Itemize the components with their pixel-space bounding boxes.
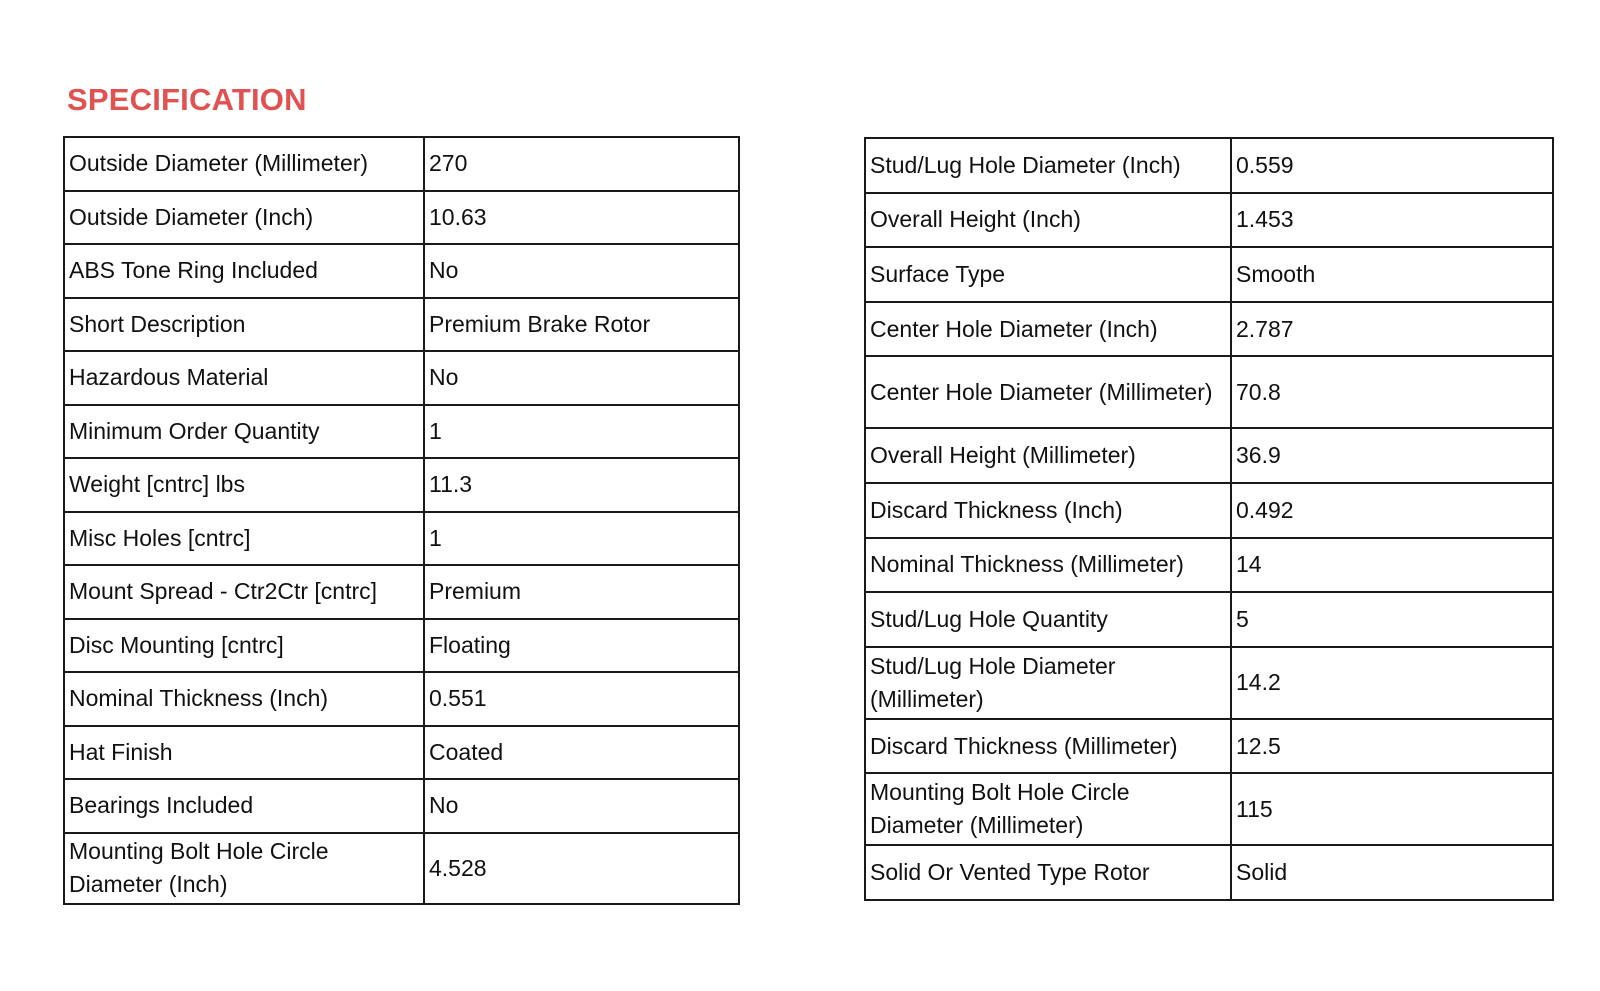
spec-value: 1 <box>424 405 739 459</box>
spec-label: Bearings Included <box>64 779 424 833</box>
spec-label: Mount Spread - Ctr2Ctr [cntrc] <box>64 565 424 619</box>
table-row <box>865 647 1553 719</box>
spec-label: Mounting Bolt Hole Circle Diameter (Inch) <box>64 833 424 904</box>
spec-value: 14 <box>1231 538 1553 593</box>
table-row <box>64 565 739 619</box>
table-row <box>865 483 1553 538</box>
spec-value: No <box>424 779 739 833</box>
table-row <box>865 302 1553 357</box>
spec-label: Overall Height (Inch) <box>865 193 1231 248</box>
table-row <box>865 247 1553 302</box>
spec-label: Discard Thickness (Inch) <box>865 483 1231 538</box>
spec-table-right <box>864 137 1554 901</box>
spec-value: No <box>424 244 739 298</box>
page-title: SPECIFICATION <box>67 82 307 117</box>
spec-value: Solid <box>1231 845 1553 900</box>
spec-value: Floating <box>424 619 739 673</box>
spec-value: 0.559 <box>1231 138 1553 193</box>
spec-value: Premium Brake Rotor <box>424 298 739 352</box>
spec-label: Disc Mounting [cntrc] <box>64 619 424 673</box>
table-row <box>64 351 739 405</box>
spec-value: Premium <box>424 565 739 619</box>
spec-label: Overall Height (Millimeter) <box>865 428 1231 483</box>
table-row <box>865 845 1553 900</box>
spec-value: 70.8 <box>1231 356 1553 428</box>
spec-value: 0.492 <box>1231 483 1553 538</box>
spec-label: Hat Finish <box>64 726 424 780</box>
table-row <box>865 719 1553 774</box>
spec-label: Outside Diameter (Inch) <box>64 191 424 245</box>
spec-label: Center Hole Diameter (Millimeter) <box>865 356 1231 428</box>
spec-label: Weight [cntrc] lbs <box>64 458 424 512</box>
table-row <box>64 137 739 191</box>
table-row <box>865 538 1553 593</box>
table-row <box>64 672 739 726</box>
table-row <box>865 592 1553 647</box>
spec-label: Stud/Lug Hole Quantity <box>865 592 1231 647</box>
spec-value: Smooth <box>1231 247 1553 302</box>
table-row <box>64 779 739 833</box>
spec-value: 115 <box>1231 773 1553 845</box>
spec-label: Stud/Lug Hole Diameter (Millimeter) <box>865 647 1231 719</box>
spec-label: Center Hole Diameter (Inch) <box>865 302 1231 357</box>
spec-label: Hazardous Material <box>64 351 424 405</box>
spec-label: Short Description <box>64 298 424 352</box>
spec-label: Minimum Order Quantity <box>64 405 424 459</box>
spec-value: 12.5 <box>1231 719 1553 774</box>
table-row <box>64 512 739 566</box>
spec-label: Misc Holes [cntrc] <box>64 512 424 566</box>
spec-value: 0.551 <box>424 672 739 726</box>
spec-value: No <box>424 351 739 405</box>
spec-label: Discard Thickness (Millimeter) <box>865 719 1231 774</box>
table-row <box>865 356 1553 428</box>
spec-value: 2.787 <box>1231 302 1553 357</box>
spec-value: 36.9 <box>1231 428 1553 483</box>
table-row <box>64 458 739 512</box>
table-row <box>64 619 739 673</box>
table-row <box>64 833 739 904</box>
table-row <box>865 193 1553 248</box>
spec-value: Coated <box>424 726 739 780</box>
table-row <box>64 244 739 298</box>
spec-value: 4.528 <box>424 833 739 904</box>
table-row <box>865 428 1553 483</box>
spec-value: 5 <box>1231 592 1553 647</box>
spec-label: Mounting Bolt Hole Circle Diameter (Millimeter) <box>865 773 1231 845</box>
table-row <box>64 405 739 459</box>
table-row <box>64 298 739 352</box>
spec-value: 1.453 <box>1231 193 1553 248</box>
spec-value: 270 <box>424 137 739 191</box>
spec-label: Outside Diameter (Millimeter) <box>64 137 424 191</box>
spec-label: Solid Or Vented Type Rotor <box>865 845 1231 900</box>
spec-label: Surface Type <box>865 247 1231 302</box>
table-row <box>865 773 1553 845</box>
spec-label: ABS Tone Ring Included <box>64 244 424 298</box>
spec-label: Nominal Thickness (Inch) <box>64 672 424 726</box>
table-row <box>865 138 1553 193</box>
spec-value: 1 <box>424 512 739 566</box>
spec-value: 14.2 <box>1231 647 1553 719</box>
spec-value: 11.3 <box>424 458 739 512</box>
spec-label: Stud/Lug Hole Diameter (Inch) <box>865 138 1231 193</box>
table-row <box>64 726 739 780</box>
spec-table-left <box>63 136 740 905</box>
spec-value: 10.63 <box>424 191 739 245</box>
table-row <box>64 191 739 245</box>
spec-label: Nominal Thickness (Millimeter) <box>865 538 1231 593</box>
